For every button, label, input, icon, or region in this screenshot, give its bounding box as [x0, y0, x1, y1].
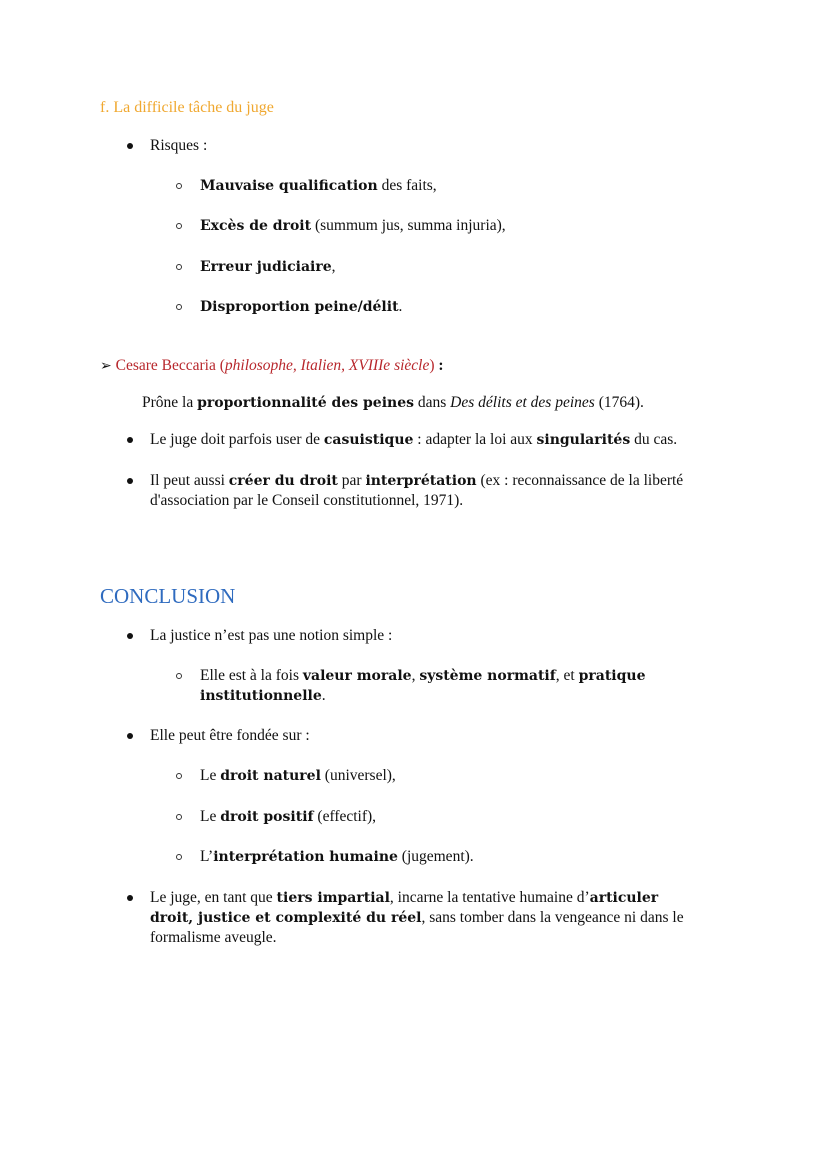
conclusion-point-1: La justice n’est pas une notion simple :	[150, 627, 393, 644]
risk-item: Disproportion peine/délit.	[200, 298, 403, 315]
foundation-item: Le droit naturel (universel),	[200, 767, 396, 784]
conclusion-point-3-cont: droit, justice et complexité du réel, sans tomber dans la vengeance ni dans le	[150, 909, 684, 926]
beccaria-line: ➢ Cesare Beccaria (philosophe, Italien, XVIIIe siècle) :	[100, 357, 444, 374]
circle-bullet-icon	[176, 304, 182, 310]
circle-bullet-icon	[176, 854, 182, 860]
risk-item: Excès de droit (summum jus, summa injuria),	[200, 217, 506, 234]
risk-item: Erreur judiciaire,	[200, 258, 336, 275]
circle-bullet-icon	[176, 673, 182, 679]
bullet-icon	[127, 143, 133, 149]
foundation-item: L’interprétation humaine (jugement).	[200, 848, 474, 865]
circle-bullet-icon	[176, 264, 182, 270]
circle-bullet-icon	[176, 814, 182, 820]
circle-bullet-icon	[176, 223, 182, 229]
conclusion-subpoint-cont: institutionnelle.	[200, 687, 326, 704]
circle-bullet-icon	[176, 183, 182, 189]
bullet-icon	[127, 437, 133, 443]
bullet-icon	[127, 633, 133, 639]
foundation-item: Le droit positif (effectif),	[200, 808, 377, 825]
casuistique-point: Le juge doit parfois user de casuistique : adapter la loi aux singularités du cas.	[150, 431, 678, 448]
arrow-icon: ➢	[100, 359, 112, 374]
bullet-icon	[127, 478, 133, 484]
section-heading-f: f. La difficile tâche du juge	[100, 99, 274, 116]
conclusion-point-3: Le juge, en tant que tiers impartial, incarne la tentative humaine d’articuler	[150, 889, 659, 906]
circle-bullet-icon	[176, 773, 182, 779]
bullet-icon	[127, 895, 133, 901]
conclusion-point-2: Elle peut être fondée sur :	[150, 727, 310, 744]
conclusion-subpoint: Elle est à la fois valeur morale, système normatif, et pratique	[200, 667, 646, 684]
bullet-icon	[127, 733, 133, 739]
beccaria-description: Prône la proportionnalité des peines dans Des délits et des peines (1764).	[142, 394, 644, 411]
conclusion-heading: CONCLUSION	[100, 584, 236, 608]
interpretation-point-cont: d'association par le Conseil constitutionnel, 1971).	[150, 492, 464, 509]
interpretation-point: Il peut aussi créer du droit par interprétation (ex : reconnaissance de la liberté	[150, 472, 684, 489]
risks-label: Risques :	[150, 137, 208, 154]
risk-item: Mauvaise qualification des faits,	[200, 177, 437, 194]
conclusion-point-3-cont2: formalisme aveugle.	[150, 929, 277, 946]
